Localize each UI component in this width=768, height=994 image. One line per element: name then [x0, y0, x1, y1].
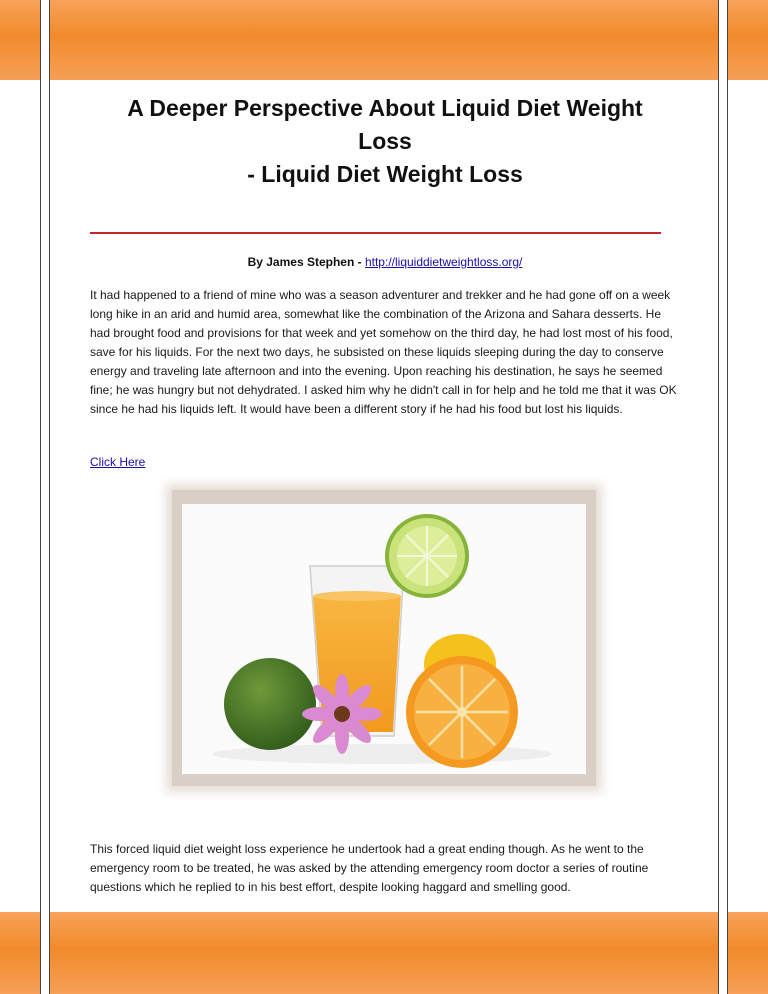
page-title — [90, 92, 680, 191]
juice-illustration — [182, 504, 586, 774]
author-url-link[interactable]: http://liquiddietweightloss.org/ — [364, 255, 523, 269]
title-line-1: A Deeper Perspective About Liquid Diet Weight — [127, 95, 643, 121]
title-line-2: Loss — [358, 128, 412, 154]
title-divider — [90, 232, 661, 234]
pink-flower — [302, 674, 382, 754]
bottom-footer-band — [0, 912, 768, 994]
top-header-band — [0, 0, 768, 80]
left-border-line-outer — [40, 0, 41, 994]
title-line-3: - Liquid Diet Weight Loss — [247, 161, 523, 187]
body-paragraph-2: This forced liquid diet weight loss experience he undertook had a great ending though. As he went to the emergency room to be treated, he was asked by the attending emergency room doctor a series of routine questions which he replied to in his best effort, despite looking haggard and smelling good. — [90, 842, 649, 894]
body-paragraph-1: It had happened to a friend of mine who was a season adventurer and trekker and he had gone off on a week long hike in an arid and humid area, somewhat like the combination of the Arizona and Sahara desserts. He had brought food and provisions for that week and yet somehow on the third day, he had lost most of his food, save for his liquids. For the next two days, he subsisted on these liquids sleeping during the day to conserve energy and traveling late afternoon and into the evening. Upon reaching his destination, he says he seemed fine; he was hungry but not dehydrated. I asked him why he didn't call in for help and he told me that it was OK since he had his liquids left. It would have been a different story if he had his food but lost his liquids. — [90, 288, 677, 416]
byline — [90, 255, 680, 269]
left-border-line-inner — [49, 0, 50, 994]
author-name: By James Stephen - — [247, 255, 362, 269]
juice-photo-frame — [172, 490, 596, 786]
right-border-line-inner — [718, 0, 719, 994]
click-here-link[interactable]: Click Here — [90, 455, 146, 469]
right-border-line-outer — [727, 0, 728, 994]
juice-photo — [182, 504, 586, 774]
whole-lime — [224, 658, 316, 750]
